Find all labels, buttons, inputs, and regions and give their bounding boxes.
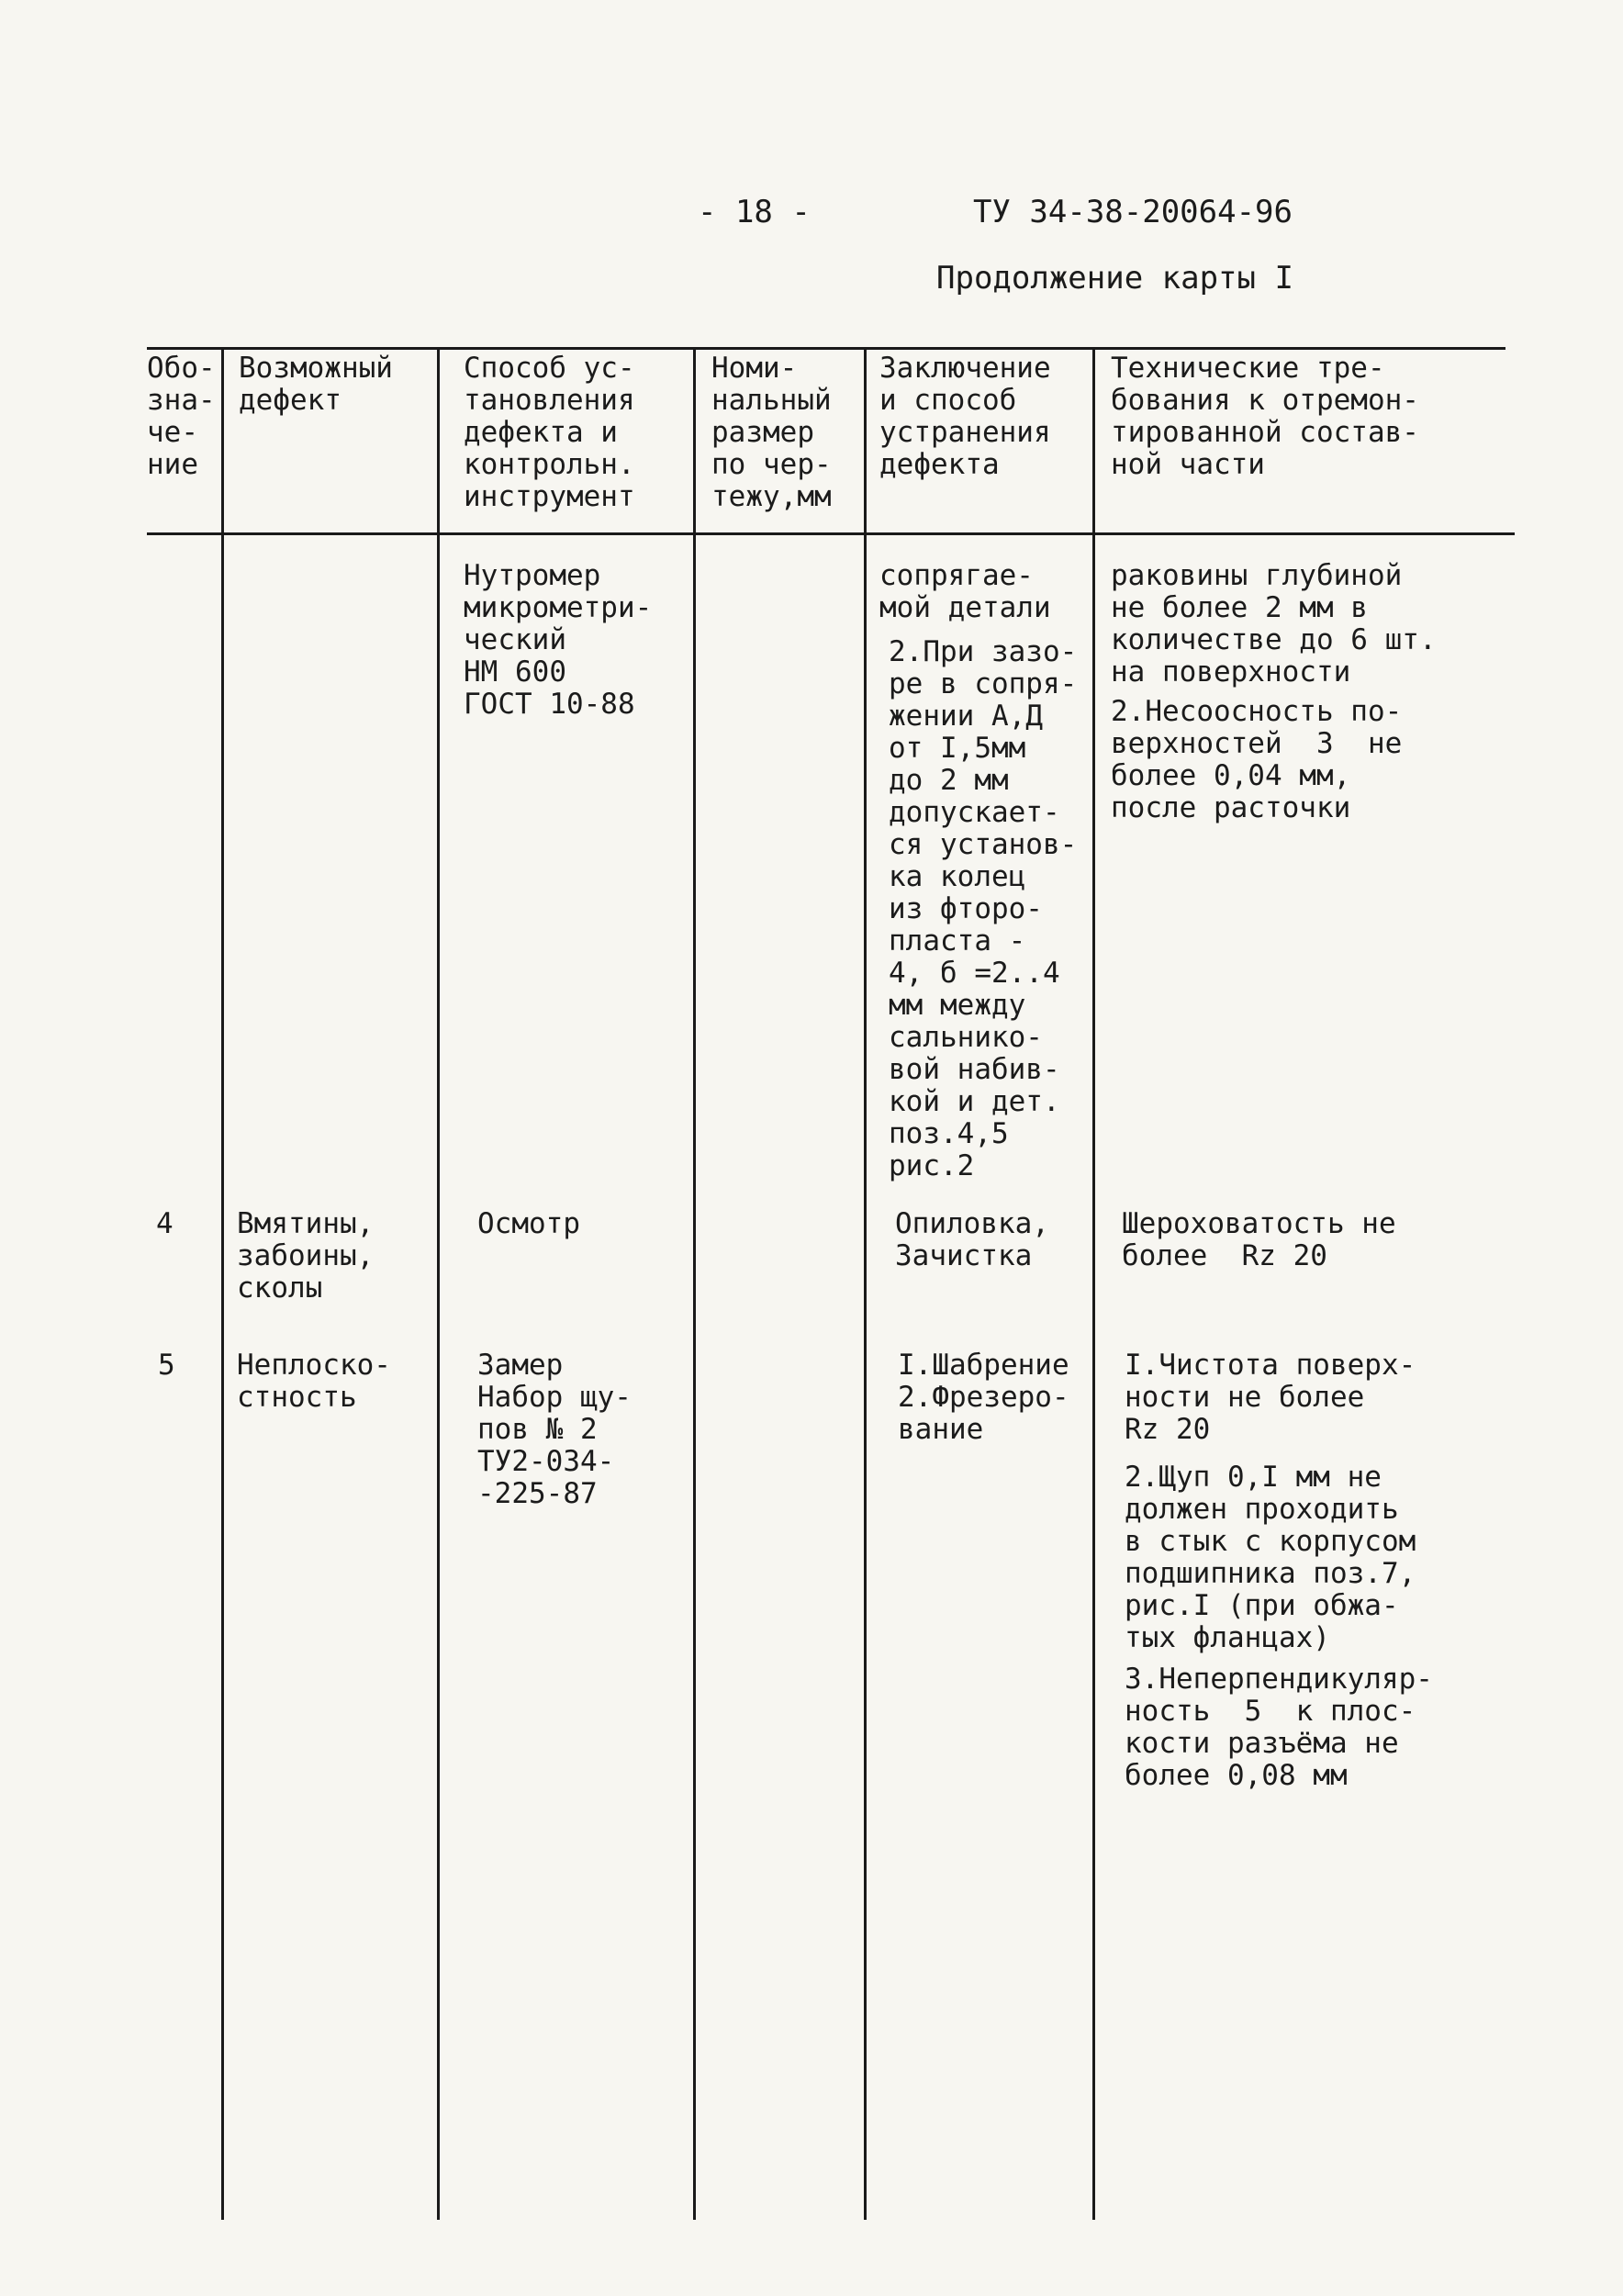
row-2-method: Осмотр (477, 1207, 580, 1240)
column-divider-1 (221, 347, 224, 2220)
row-3-requirements-part-3: 3.Неперпендикуляр- ность 5 к плос- кости разъёма не более 0,08 мм (1125, 1663, 1433, 1792)
row-3-requirements-part-2: 2.Щуп 0,I мм не должен проходить в стык с корпусом подшипника поз.7, рис.I (при обжа- тых фланцах) (1125, 1461, 1416, 1654)
row-2-requirements: Шероховатость не более Rz 20 (1122, 1207, 1396, 1272)
row-3-method: Замер Набор щу- пов № 2 ТУ2-034- -225-87 (477, 1349, 632, 1510)
row-1-requirements-part-2: 2.Несоосность по- верхностей 3 не более 0,04 мм, после расточки (1111, 695, 1403, 824)
row-1-remedy-part-1: сопрягае- мой детали (879, 559, 1051, 624)
row-2-defect: Вмятины, забоины, сколы (237, 1207, 375, 1305)
table-top-rule (147, 347, 1505, 350)
column-header-remedy: Заключение и способ устранения дефекта (879, 352, 1051, 481)
table-header-bottom-rule (147, 532, 1515, 535)
page-number: - 18 - (698, 194, 811, 230)
column-divider-5 (1092, 347, 1095, 2220)
column-header-method: Способ ус- тановления дефекта и контрольн. инструмент (464, 352, 635, 513)
continuation-title: Продолжение карты I (936, 260, 1293, 297)
row-1-requirements-part-1: раковины глубиной не более 2 мм в количестве до 6 шт. на поверхности (1111, 559, 1437, 689)
row-3-designation: 5 (158, 1349, 175, 1382)
row-1-remedy-part-2: 2.При зазо- ре в сопря- жении А,Д от I,5мм до 2 мм допускает- ся установ- ка колец из фторо- пласта - 4, б =2..4 мм между сальнико- вой набив- кой и дет. поз.4,5 рис.2 (889, 635, 1078, 1182)
column-divider-2 (437, 347, 440, 2220)
row-2-designation: 4 (156, 1207, 173, 1240)
document-code: ТУ 34-38-20064-96 (973, 194, 1293, 230)
row-1-method: Нутромер микрометри- ческий НМ 600 ГОСТ 10-88 (464, 559, 653, 721)
column-divider-3 (693, 347, 696, 2220)
row-3-remedy: I.Шабрение 2.Фрезеро- вание (898, 1349, 1069, 1446)
row-2-remedy: Опиловка, Зачистка (895, 1207, 1049, 1272)
column-header-requirements: Технические тре- бования к отремон- тированной состав- ной части (1111, 352, 1419, 481)
row-3-defect: Неплоско- стность (237, 1349, 391, 1414)
column-header-defect: Возможный дефект (239, 352, 393, 417)
column-header-designation: Обо- зна- че- ние (147, 352, 216, 481)
row-3-requirements-part-1: I.Чистота поверх- ности не более Rz 20 (1125, 1349, 1416, 1446)
column-header-nominal-size: Номи- нальный размер по чер- тежу,мм (711, 352, 832, 513)
column-divider-4 (864, 347, 867, 2220)
